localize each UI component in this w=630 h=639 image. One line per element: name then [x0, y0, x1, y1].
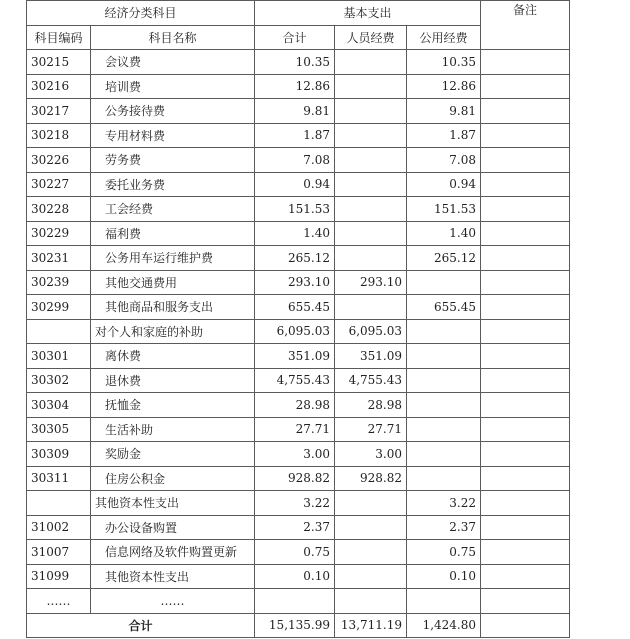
- total-cell: [255, 589, 335, 614]
- name-cell: 住房公积金: [91, 466, 255, 491]
- note-cell: [481, 99, 570, 124]
- public-cell: 0.75: [407, 540, 481, 565]
- code-cell: 30226: [27, 148, 91, 173]
- note-cell: [481, 417, 570, 442]
- public-cell: [407, 417, 481, 442]
- personnel-cell: [335, 515, 407, 540]
- personnel-cell: [335, 123, 407, 148]
- table-row: [27, 74, 570, 99]
- total-cell: 6,095.03: [255, 319, 335, 344]
- personnel-cell: [335, 50, 407, 75]
- public-cell: 1.87: [407, 123, 481, 148]
- name-cell: 委托业务费: [91, 172, 255, 197]
- code-cell: 30309: [27, 442, 91, 467]
- note-cell: [481, 295, 570, 320]
- code-cell: 30215: [27, 50, 91, 75]
- total-cell: 10.35: [255, 50, 335, 75]
- note-cell: [481, 393, 570, 418]
- public-cell: [407, 393, 481, 418]
- total-cell: 0.94: [255, 172, 335, 197]
- total-note: [481, 613, 570, 638]
- name-cell: 其他商品和服务支出: [91, 295, 255, 320]
- code-header: 科目编码: [27, 25, 91, 50]
- note-cell: [481, 589, 570, 614]
- name-cell: ……: [91, 589, 255, 614]
- economic-classification-header: 经济分类科目: [27, 1, 255, 26]
- note-cell: [481, 515, 570, 540]
- total-cell: 4,755.43: [255, 368, 335, 393]
- table-row: [27, 221, 570, 246]
- code-cell: 30299: [27, 295, 91, 320]
- table-row: [27, 246, 570, 271]
- name-cell: 培训费: [91, 74, 255, 99]
- name-cell: 退休费: [91, 368, 255, 393]
- name-cell: 工会经费: [91, 197, 255, 222]
- table-row: [27, 589, 570, 614]
- name-cell: 办公设备购置: [91, 515, 255, 540]
- personnel-cell: 28.98: [335, 393, 407, 418]
- public-cell: 9.81: [407, 99, 481, 124]
- name-cell: 福利费: [91, 221, 255, 246]
- name-cell: 对个人和家庭的补助: [91, 319, 255, 344]
- code-cell: 30239: [27, 270, 91, 295]
- note-cell: [481, 319, 570, 344]
- code-cell: 30305: [27, 417, 91, 442]
- table-row: [27, 148, 570, 173]
- note-cell: [481, 466, 570, 491]
- grand-total: 15,135.99: [255, 613, 335, 638]
- name-cell: 专用材料费: [91, 123, 255, 148]
- name-cell: 其他资本性支出: [91, 564, 255, 589]
- total-cell: 0.75: [255, 540, 335, 565]
- total-cell: 1.40: [255, 221, 335, 246]
- table-row: [27, 368, 570, 393]
- note-cell: [481, 172, 570, 197]
- public-cell: 265.12: [407, 246, 481, 271]
- code-cell: 30216: [27, 74, 91, 99]
- note-cell: [481, 50, 570, 75]
- personnel-cell: [335, 197, 407, 222]
- public-cell: [407, 442, 481, 467]
- total-label: 合计: [27, 613, 255, 638]
- personnel-cell: [335, 74, 407, 99]
- code-cell: 30304: [27, 393, 91, 418]
- note-cell: [481, 246, 570, 271]
- total-cell: 151.53: [255, 197, 335, 222]
- code-cell: 30301: [27, 344, 91, 369]
- total-cell: 3.00: [255, 442, 335, 467]
- name-header: 科目名称: [91, 25, 255, 50]
- personnel-cell: [335, 589, 407, 614]
- personnel-cell: 27.71: [335, 417, 407, 442]
- note-cell: [481, 123, 570, 148]
- personnel-cell: [335, 172, 407, 197]
- table-body: [27, 50, 570, 614]
- personnel-cell: 6,095.03: [335, 319, 407, 344]
- total-cell: 1.87: [255, 123, 335, 148]
- total-cell: 7.08: [255, 148, 335, 173]
- total-row: [27, 613, 570, 638]
- table-row: [27, 295, 570, 320]
- note-cell: [481, 564, 570, 589]
- personnel-cell: [335, 221, 407, 246]
- public-cell: [407, 466, 481, 491]
- code-cell: ……: [27, 589, 91, 614]
- public-cell: [407, 344, 481, 369]
- table-row: [27, 123, 570, 148]
- code-cell: 31007: [27, 540, 91, 565]
- table-row: [27, 172, 570, 197]
- table-row: [27, 99, 570, 124]
- note-cell: [481, 74, 570, 99]
- personnel-cell: 351.09: [335, 344, 407, 369]
- code-cell: 30228: [27, 197, 91, 222]
- expenditure-table: [26, 0, 570, 638]
- table-row: [27, 319, 570, 344]
- personnel-cell: 3.00: [335, 442, 407, 467]
- name-cell: 公务用车运行维护费: [91, 246, 255, 271]
- public-cell: 3.22: [407, 491, 481, 516]
- code-cell: 30229: [27, 221, 91, 246]
- name-cell: 劳务费: [91, 148, 255, 173]
- note-cell: [481, 540, 570, 565]
- note-cell: [481, 148, 570, 173]
- note-cell: [481, 221, 570, 246]
- personnel-cell: [335, 99, 407, 124]
- note-cell: [481, 491, 570, 516]
- personnel-cell: [335, 295, 407, 320]
- table-row: [27, 344, 570, 369]
- code-cell: 30311: [27, 466, 91, 491]
- note-cell: [481, 197, 570, 222]
- personnel-total: 13,711.19: [335, 613, 407, 638]
- total-cell: 3.22: [255, 491, 335, 516]
- public-cell: 151.53: [407, 197, 481, 222]
- total-cell: 12.86: [255, 74, 335, 99]
- table-row: [27, 466, 570, 491]
- public-cell: 12.86: [407, 74, 481, 99]
- basic-expenditure-header: 基本支出: [255, 1, 481, 26]
- name-cell: 其他资本性支出: [91, 491, 255, 516]
- personnel-cell: [335, 246, 407, 271]
- table-row: [27, 393, 570, 418]
- name-cell: 离休费: [91, 344, 255, 369]
- code-cell: 30218: [27, 123, 91, 148]
- total-cell: 28.98: [255, 393, 335, 418]
- personnel-cell: 928.82: [335, 466, 407, 491]
- personnel-cell: 4,755.43: [335, 368, 407, 393]
- code-cell: [27, 319, 91, 344]
- public-cell: 10.35: [407, 50, 481, 75]
- table-row: [27, 50, 570, 75]
- code-cell: 30227: [27, 172, 91, 197]
- personnel-cell: 293.10: [335, 270, 407, 295]
- budget-table-container: [26, 0, 570, 638]
- name-cell: 生活补助: [91, 417, 255, 442]
- public-cell: [407, 319, 481, 344]
- public-cell: 1.40: [407, 221, 481, 246]
- table-row: [27, 197, 570, 222]
- total-cell: 265.12: [255, 246, 335, 271]
- remarks-header: 备注: [481, 1, 570, 50]
- table-row: [27, 491, 570, 516]
- code-cell: [27, 491, 91, 516]
- name-cell: 抚恤金: [91, 393, 255, 418]
- personnel-header: 人员经费: [335, 25, 407, 50]
- total-cell: 928.82: [255, 466, 335, 491]
- code-cell: 30302: [27, 368, 91, 393]
- table-row: [27, 442, 570, 467]
- name-cell: 信息网络及软件购置更新: [91, 540, 255, 565]
- table-row: [27, 417, 570, 442]
- public-cell: [407, 270, 481, 295]
- name-cell: 会议费: [91, 50, 255, 75]
- public-header: 公用经费: [407, 25, 481, 50]
- note-cell: [481, 270, 570, 295]
- note-cell: [481, 368, 570, 393]
- total-cell: 293.10: [255, 270, 335, 295]
- public-total: 1,424.80: [407, 613, 481, 638]
- table-row: [27, 515, 570, 540]
- code-cell: 31099: [27, 564, 91, 589]
- public-cell: 7.08: [407, 148, 481, 173]
- personnel-cell: [335, 491, 407, 516]
- personnel-cell: [335, 540, 407, 565]
- total-header: 合计: [255, 25, 335, 50]
- total-cell: 2.37: [255, 515, 335, 540]
- total-cell: 9.81: [255, 99, 335, 124]
- total-cell: 27.71: [255, 417, 335, 442]
- public-cell: 2.37: [407, 515, 481, 540]
- name-cell: 奖励金: [91, 442, 255, 467]
- name-cell: 公务接待费: [91, 99, 255, 124]
- code-cell: 31002: [27, 515, 91, 540]
- code-cell: 30231: [27, 246, 91, 271]
- code-cell: 30217: [27, 99, 91, 124]
- total-cell: 0.10: [255, 564, 335, 589]
- name-cell: 其他交通费用: [91, 270, 255, 295]
- public-cell: 655.45: [407, 295, 481, 320]
- header-row-1: [27, 1, 570, 26]
- public-cell: 0.10: [407, 564, 481, 589]
- public-cell: [407, 368, 481, 393]
- table-row: [27, 270, 570, 295]
- note-cell: [481, 442, 570, 467]
- note-cell: [481, 344, 570, 369]
- public-cell: [407, 589, 481, 614]
- total-cell: 655.45: [255, 295, 335, 320]
- table-row: [27, 540, 570, 565]
- total-cell: 351.09: [255, 344, 335, 369]
- table-row: [27, 564, 570, 589]
- personnel-cell: [335, 564, 407, 589]
- public-cell: 0.94: [407, 172, 481, 197]
- personnel-cell: [335, 148, 407, 173]
